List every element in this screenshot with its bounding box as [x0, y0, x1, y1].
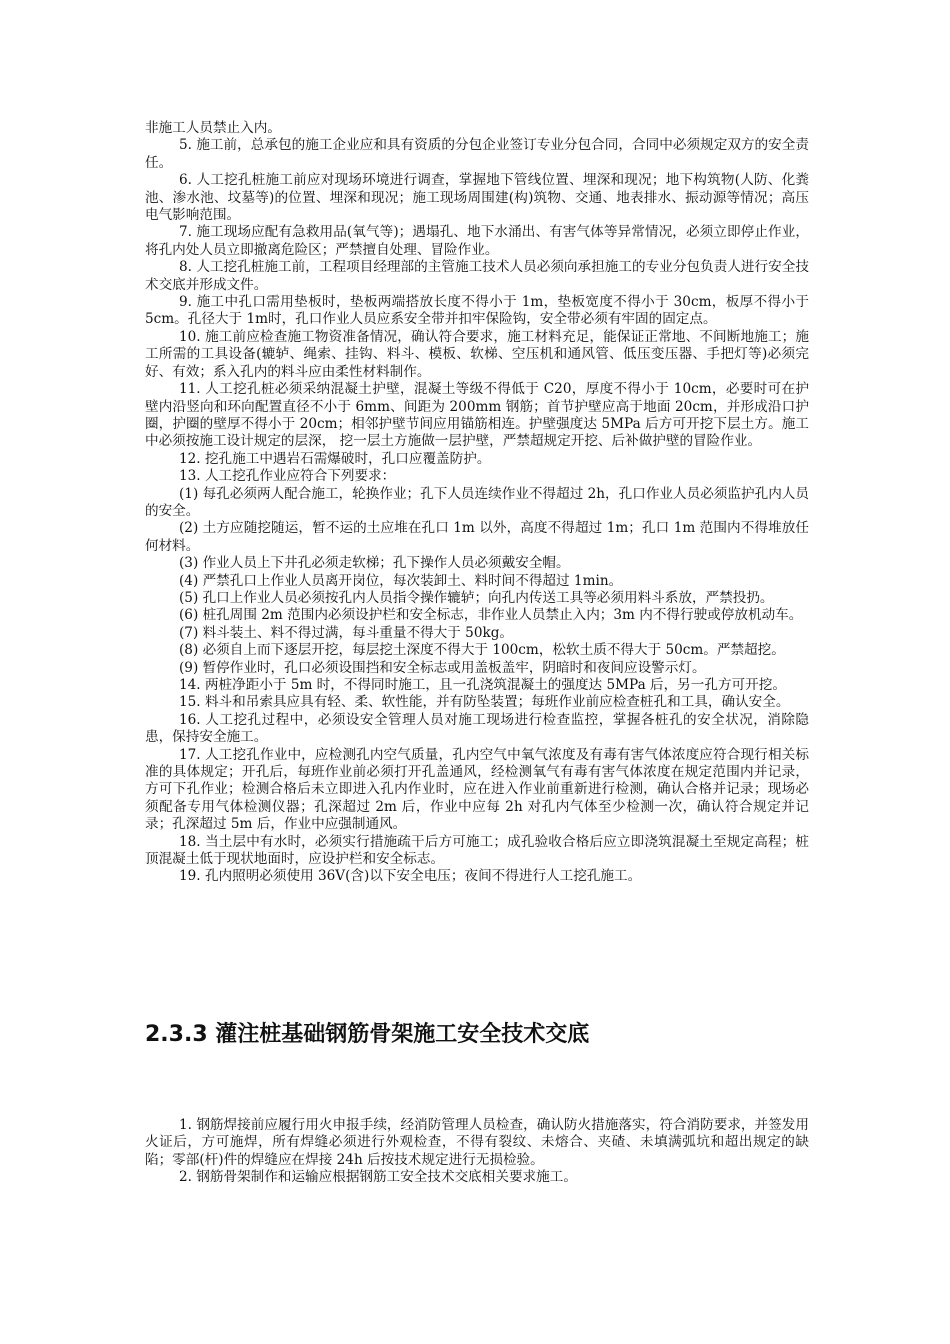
- paragraph-item-17: 17. 人工挖孔作业中，应检测孔内空气质量，孔内空气中氧气浓度及有毒有害气体浓度应符合现行相关标准的具体规定；开孔后，每班作业前必须打开孔盖通风，经检测氧气有毒有害气体浓度在规定范围内并记录，方可下孔作业；检测合格后未立即进入孔内作业时，应在进入作业前重新进行检测，确认合格并记录；现场必须配备专用气体检测仪器；孔深超过 2m 后，作业中应每 2h 对孔内气体至少检测一次，确认符合规定并记录；孔深超过 5m 后，作业中应强制通风。: [145, 746, 809, 833]
- paragraph-item-5: 5. 施工前，总承包的施工企业应和具有资质的分包企业签订专业分包合同，合同中必须规定双方的安全责任。: [145, 137, 809, 171]
- paragraph-sub-8: (8) 必须自上而下逐层开挖，每层挖土深度不得大于 100cm，松软土质不得大于 50cm。严禁超挖。: [179, 642, 785, 659]
- paragraph-item-11: 11. 人工挖孔桩必须采纳混凝土护壁，混凝土等级不得低于 C20，厚度不得小于 10cm，必要时可在护壁内沿竖向和环向配置直径不小于 6mm、间距为 200mm 钢筋；首节护壁应高于地面 20cm，并形成沿口护圈，护圈的壁厚不得小于 20cm；相邻护壁节间应用锚筋相连。护壁强度达 5MPa 后方可开挖下层土方。施工中必须按施工设计规定的层深， 挖一层土方施做一层护壁，严禁超规定开挖、后补做护壁的冒险作业。: [145, 381, 809, 450]
- paragraph-item-14: 14. 两桩净距小于 5m 时，不得同时施工，且一孔浇筑混凝土的强度达 5MPa 后，另一孔方可开挖。: [179, 677, 786, 693]
- paragraph-item-12: 12. 挖孔施工中遇岩石需爆破时，孔口应覆盖防护。: [179, 450, 491, 467]
- paragraph-sub-1: (1) 每孔必须两人配合施工，轮换作业；孔下人员连续作业不得超过 2h，孔口作业人员必须监护孔内人员的安全。: [145, 485, 809, 519]
- paragraph-continuation: 非施工人员禁止入内。: [145, 120, 281, 136]
- paragraph-item-16: 16. 人工挖孔过程中，必须设安全管理人员对施工现场进行检查监控，掌握各桩孔的安全状况，消除隐患，保持安全施工。: [145, 711, 809, 746]
- paragraph-item-6: 6. 人工挖孔桩施工前应对现场环境进行调查，掌握地下管线位置、埋深和现况；地下构筑物(人防、化粪池、渗水池、坟墓等)的位置、埋深和现况；施工现场周围建(构)筑物、交通、地表排水、振动源等情况；高压电气影响范围。: [145, 172, 809, 224]
- paragraph-item-9: 9. 施工中孔口需用垫板时，垫板两端搭放长度不得小于 1m，垫板宽度不得小于 30cm，板厚不得小于 5cm。孔径大于 1m时，孔口作业人员应系安全带并扣牢保险钩，安全带必须有牢固的固定点。: [145, 294, 809, 328]
- paragraph-sub-7: (7) 料斗装土、料不得过满，每斗重量不得大于 50kg。: [179, 624, 514, 641]
- paragraph-item-13: 13. 人工挖孔作业应符合下列要求：: [179, 468, 396, 485]
- paragraph-item-7: 7. 施工现场应配有急救用品(氧气等)；遇塌孔、地下水涌出、有害气体等异常情况，必须立即停止作业，将孔内处人员立即撤离危险区；严禁擅自处理、冒险作业。: [145, 224, 809, 258]
- paragraph-item-8: 8. 人工挖孔桩施工前，工程项目经理部的主管施工技术人员必须向承担施工的专业分包负责人进行安全技术交底并形成文件。: [145, 259, 809, 293]
- paragraph-item-2: 2. 钢筋骨架制作和运输应根据钢筋工安全技术交底相关要求施工。: [179, 1169, 577, 1186]
- paragraph-item-19: 19. 孔内照明必须使用 36V(含)以下安全电压；夜间不得进行人工挖孔施工。: [179, 868, 642, 885]
- paragraph-item-18: 18. 当土层中有水时，必须实行措施疏干后方可施工；成孔验收合格后应立即浇筑混凝土至规定高程；桩顶混凝土低于现状地面时，应设护栏和安全标志。: [145, 833, 809, 868]
- paragraph-sub-3: (3) 作业人员上下井孔必须走软梯；孔下操作人员必须戴安全帽。: [179, 555, 570, 572]
- section-1-body: [145, 120, 809, 886]
- paragraph-sub-5: (5) 孔口上作业人员必须按孔内人员指令操作辘轳；向孔内传送工具等必须用料斗系放，严禁投扔。: [179, 589, 774, 606]
- section-2-body: [145, 1117, 809, 1187]
- paragraph-sub-4: (4) 严禁孔口上作业人员离开岗位，每次装卸土、料时间不得超过 1min。: [179, 572, 623, 589]
- paragraph-sub-6: (6) 桩孔周围 2m 范围内必须设护栏和安全标志，非作业人员禁止入内；3m 内不得行驶或停放机动车。: [179, 607, 803, 624]
- paragraph-item-1: 1. 钢筋焊接前应履行用火申报手续，经消防管理人员检查，确认防火措施落实，符合消防要求，并签发用火证后，方可施焊，所有焊缝必须进行外观检查，不得有裂纹、未熔合、夹碴、未填满弧坑和超出规定的缺陷；零部(杆)件的焊缝应在焊接 24h 后按技术规定进行无损检验。: [145, 1117, 809, 1168]
- paragraph-sub-2: (2) 土方应随挖随运，暂不运的土应堆在孔口 1m 以外，高度不得超过 1m；孔口 1m 范围内不得堆放任何材料。: [145, 520, 809, 554]
- paragraph-sub-9: (9) 暂停作业时，孔口必须设围挡和安全标志或用盖板盖牢，阴暗时和夜间应设警示灯。: [179, 659, 706, 676]
- paragraph-item-10: 10. 施工前应检查施工物资准备情况，确认符合要求，施工材料充足，能保证正常地、不间断地施工；施工所需的工具设备(辘轳、绳索、挂钩、料斗、模板、软梯、空压机和通风管、低压变压器、手把灯等)必须完好、有效；系入孔内的料斗应由柔性材料制作。: [145, 328, 809, 380]
- paragraph-item-15: 15. 料斗和吊索具应具有轻、柔、软性能，并有防坠装置；每班作业前应检查桩孔和工具，确认安全。: [179, 694, 790, 711]
- section-heading: 2.3.3 灌注桩基础钢筋骨架施工安全技术交底: [145, 1022, 590, 1047]
